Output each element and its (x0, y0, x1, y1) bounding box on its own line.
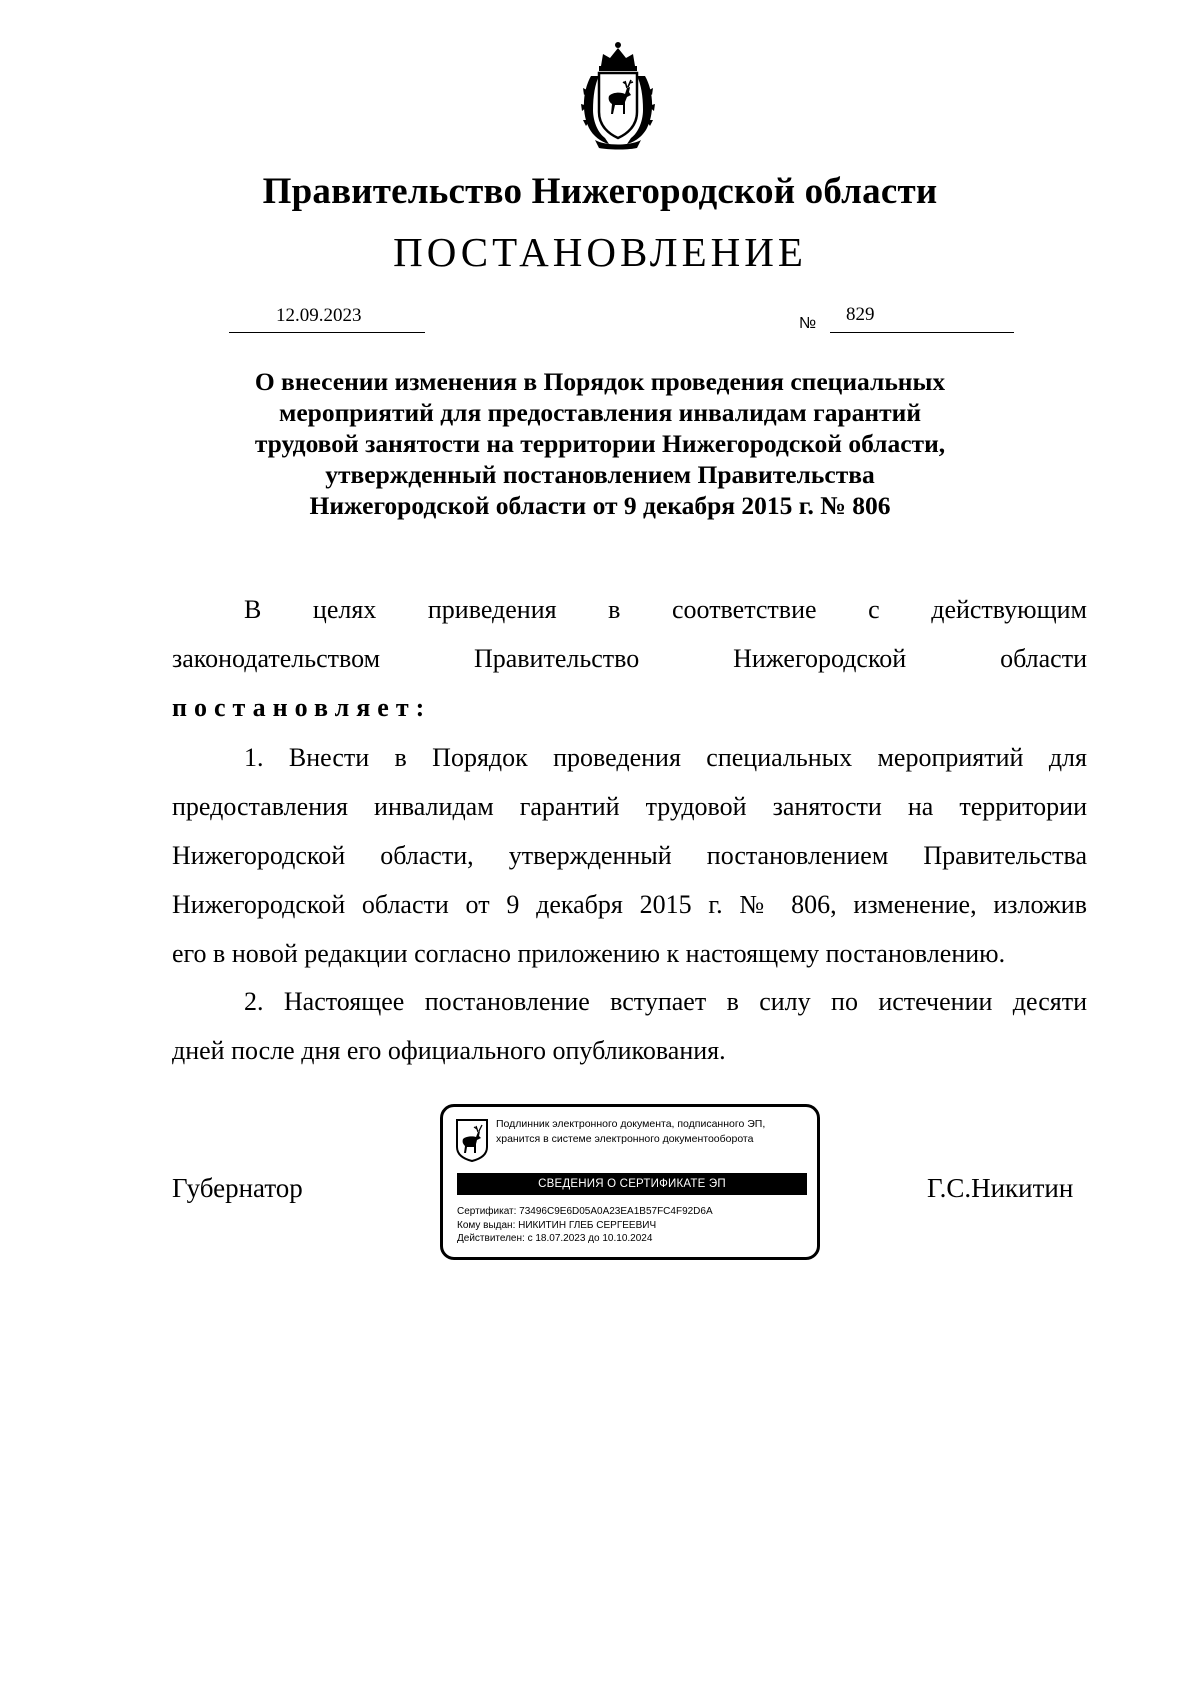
date-underline (229, 332, 425, 333)
document-type: ПОСТАНОВЛЕНИЕ (393, 229, 807, 275)
number-sign: № (799, 315, 817, 332)
coat-of-arms-icon (575, 40, 661, 150)
certificate-owner: Кому выдан: НИКИТИН ГЛЕБ СЕРГЕЕВИЧ (457, 1219, 657, 1231)
preamble-line: законодательством Правительство Нижегородской области (172, 644, 1087, 673)
item-1-line: Нижегородской области, утвержденный постановлением Правительства (172, 841, 1087, 870)
certificate-header: СВЕДЕНИЯ О СЕРТИФИКАТЕ ЭП (457, 1173, 807, 1195)
item-1-line: предоставления инвалидам гарантий трудовой занятости на территории (172, 792, 1087, 821)
item-2-line: дней после дня его официального опубликования. (172, 1036, 726, 1065)
document-date: 12.09.2023 (276, 305, 362, 326)
certificate-validity: Действителен: с 18.07.2023 до 10.10.2024 (457, 1233, 653, 1244)
subject-line: О внесении изменения в Порядок проведения специальных (254, 367, 946, 396)
item-1-line: 1. Внести в Порядок проведения специальных мероприятий для (244, 743, 1087, 772)
resolves-word: постановляет: (172, 693, 432, 722)
number-underline (830, 332, 1014, 333)
subject-line: утвержденный постановлением Правительства (325, 460, 875, 489)
item-2-line: 2. Настоящее постановление вступает в силу по истечении десяти (244, 987, 1087, 1016)
signer-name: Г.С.Никитин (927, 1173, 1074, 1203)
subject-line: мероприятий для предоставления инвалидам гарантий (278, 398, 922, 427)
item-1-paragraph (172, 733, 1087, 978)
preamble-paragraph (172, 585, 1087, 732)
item-1-line: Нижегородской области от 9 декабря 2015 г. № 806, изменение, изложив (172, 890, 1087, 919)
signer-position: Губернатор (172, 1173, 303, 1203)
stamp-note (496, 1117, 816, 1147)
stamp-note-line: хранится в системе электронного документооборота (496, 1133, 754, 1145)
stamp-note-line: Подлинник электронного документа, подписанного ЭП, (496, 1118, 766, 1130)
subject-line: Нижегородской области от 9 декабря 2015 г. № 806 (309, 491, 891, 520)
subject-line: трудовой занятости на территории Нижегородской области, (254, 429, 946, 458)
item-2-paragraph (172, 977, 1087, 1075)
document-number: 829 (846, 304, 875, 325)
government-title: Правительство Нижегородской области (262, 171, 938, 212)
electronic-signature-stamp (440, 1104, 820, 1260)
document-subject (170, 366, 1030, 521)
certificate-id: Сертификат: 73496C9E6D05A0A23EA1B57FC4F92D6A (457, 1206, 713, 1217)
item-1-line: его в новой редакции согласно приложению к настоящему постановлению. (172, 939, 1006, 968)
preamble-line: В целях приведения в соответствие с действующим (244, 595, 1087, 624)
deer-emblem-icon (454, 1117, 490, 1163)
certificate-details (457, 1205, 807, 1246)
